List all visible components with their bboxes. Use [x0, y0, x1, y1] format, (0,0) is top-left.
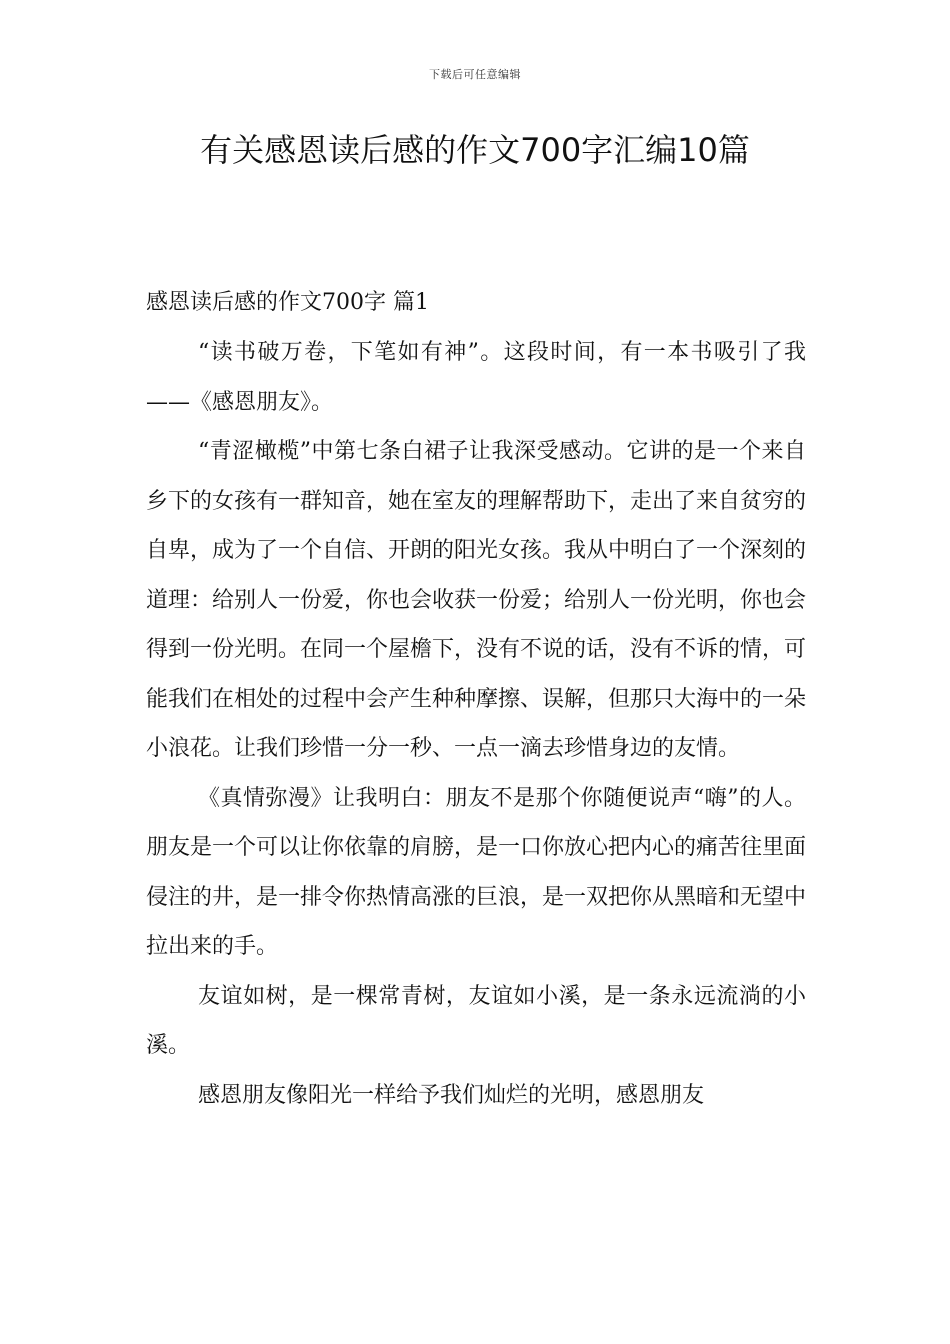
- paragraph-2: “青涩橄榄”中第七条白裙子让我深受感动。它讲的是一个来自乡下的女孩有一群知音，她在室友的理解帮助下，走出了来自贫穷的自卑，成为了一个自信、开朗的阳光女孩。我从中明白了一个深刻的道理：给别人一份爱，你也会收获一份爱；给别人一份光明，你也会得到一份光明。在同一个屋檐下，没有不说的话，没有不诉的情，可能我们在相处的过程中会产生种种摩擦、误解，但那只大海中的一朵小浪花。让我们珍惜一分一秒、一点一滴去珍惜身边的友情。: [146, 439, 807, 761]
- header-note: 下载后可任意编辑: [429, 68, 521, 81]
- document-body: [146, 278, 806, 1120]
- paragraph-4: 友谊如树，是一棵常青树，友谊如小溪，是一条永远流淌的小溪。: [146, 983, 806, 1058]
- document-title: 有关感恩读后感的作文700字汇编10篇: [200, 131, 750, 169]
- paragraph-5: 感恩朋友像阳光一样给予我们灿烂的光明，感恩朋友: [198, 1082, 705, 1108]
- paragraph-1: “读书破万卷，下笔如有神”。这段时间，有一本书吸引了我——《感恩朋友》。: [146, 340, 806, 415]
- section-heading: 感恩读后感的作文700字 篇1: [146, 290, 429, 315]
- paragraph-3: 《真情弥漫》让我明白：朋友不是那个你随便说声“嗨”的人。朋友是一个可以让你依靠的肩膀，是一口你放心把内心的痛苦往里面侵注的井，是一排令你热情高涨的巨浪，是一双把你从黑暗和无望中拉出来的手。: [146, 785, 807, 959]
